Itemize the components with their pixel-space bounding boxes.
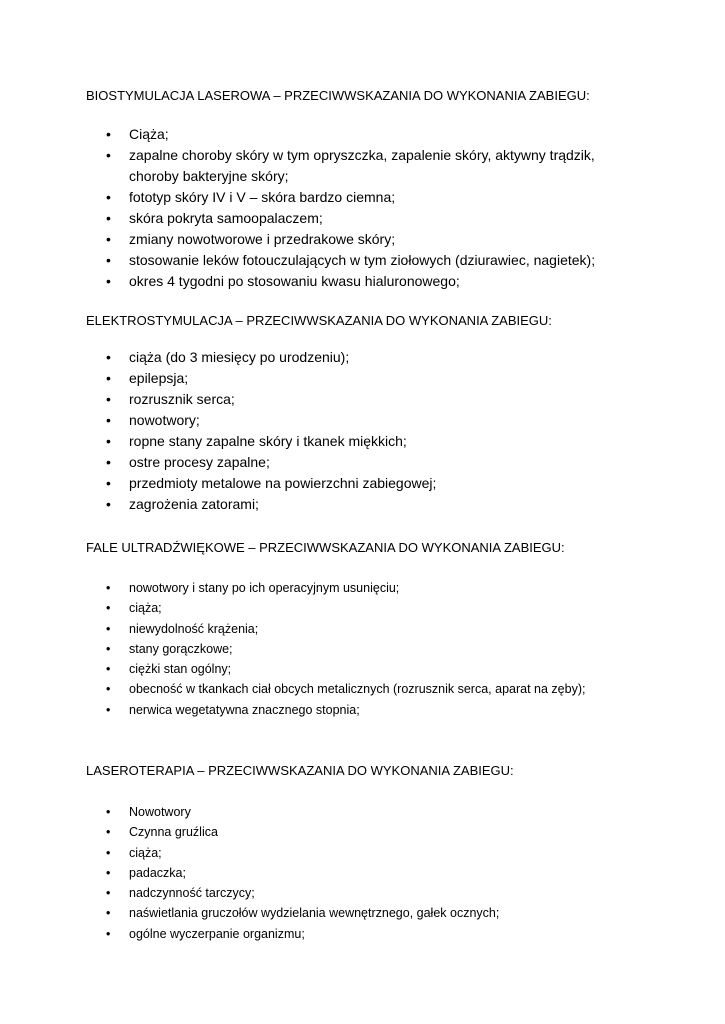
- list-item: • ropne stany zapalne skóry i tkanek miękkich;: [106, 431, 666, 452]
- section-title-elektrostymulacja: ELEKTROSTYMULACJA – PRZECIWWSKAZANIA DO WYKONANIA ZABIEGU:: [86, 313, 552, 328]
- list-item: • niewydolność krążenia;: [106, 619, 666, 639]
- list-item: • padaczka;: [106, 863, 666, 883]
- list-item: • nowotwory i stany po ich operacyjnym usunięciu;: [106, 578, 666, 598]
- bullet-icon: •: [106, 702, 111, 717]
- list-item: • Czynna gruźlica: [106, 822, 666, 842]
- list-item: • Nowotwory: [106, 802, 666, 822]
- bullet-icon: •: [106, 475, 111, 491]
- bullet-icon: •: [106, 147, 111, 163]
- list-item: • Ciąża;: [106, 124, 666, 145]
- list-fale-ultradzwiekowe: [106, 578, 666, 720]
- list-item: • nadczynność tarczycy;: [106, 883, 666, 903]
- bullet-icon: •: [106, 189, 111, 205]
- bullet-icon: •: [106, 865, 111, 880]
- list-item: • ciąża;: [106, 843, 666, 863]
- list-item: • zmiany nowotworowe i przedrakowe skóry;: [106, 229, 666, 250]
- bullet-icon: •: [106, 886, 111, 901]
- list-item: • ostre procesy zapalne;: [106, 452, 666, 473]
- list-item: • ciężki stan ogólny;: [106, 659, 666, 679]
- bullet-icon: •: [106, 825, 111, 840]
- list-item: • naświetlania gruczołów wydzielania wewnętrznego, gałek ocznych;: [106, 903, 666, 923]
- list-biostymulacja: [106, 124, 666, 292]
- bullet-icon: •: [106, 805, 111, 819]
- list-item: • ogólne wyczerpanie organizmu;: [106, 924, 666, 944]
- list-item: • zapalne choroby skóry w tym opryszczka, zapalenie skóry, aktywny trądzik, choroby bakteryjne skóry;: [106, 147, 595, 184]
- list-item: • nerwica wegetatywna znacznego stopnia;: [106, 700, 666, 720]
- list-item: • zagrożenia zatorami;: [106, 494, 666, 515]
- bullet-icon: •: [106, 621, 111, 636]
- list-item: • ciąża (do 3 miesięcy po urodzeniu);: [106, 347, 666, 368]
- list-item: • okres 4 tygodni po stosowaniu kwasu hialuronowego;: [106, 271, 666, 292]
- bullet-icon: •: [106, 391, 111, 407]
- bullet-icon: •: [106, 433, 111, 449]
- section-title-fale-ultradzwiekowe: FALE ULTRADŹWIĘKOWE – PRZECIWWSKAZANIA DO WYKONANIA ZABIEGU:: [86, 540, 565, 555]
- bullet-icon: •: [106, 370, 111, 386]
- bullet-icon: •: [106, 496, 111, 512]
- list-item: • nowotwory;: [106, 410, 666, 431]
- bullet-icon: •: [106, 662, 111, 677]
- list-item: • fototyp skóry IV i V – skóra bardzo ciemna;: [106, 187, 666, 208]
- bullet-icon: •: [106, 349, 111, 365]
- bullet-icon: •: [106, 682, 111, 697]
- bullet-icon: •: [106, 601, 111, 616]
- list-item: • epilepsja;: [106, 368, 666, 389]
- bullet-icon: •: [106, 126, 111, 142]
- list-item: • stany gorączkowe;: [106, 639, 666, 659]
- list-item: • rozrusznik serca;: [106, 389, 666, 410]
- bullet-icon: •: [106, 252, 111, 268]
- list-item: • skóra pokryta samoopalaczem;: [106, 208, 666, 229]
- bullet-icon: •: [106, 273, 111, 289]
- list-elektrostymulacja: [106, 347, 666, 515]
- bullet-icon: •: [106, 581, 111, 595]
- bullet-icon: •: [106, 906, 111, 921]
- bullet-icon: •: [106, 412, 111, 428]
- list-item: • ciąża;: [106, 598, 666, 618]
- section-title-laseroterapia: LASEROTERAPIA – PRZECIWWSKAZANIA DO WYKONANIA ZABIEGU:: [86, 763, 514, 778]
- list-item: • stosowanie leków fotouczulających w tym ziołowych (dziurawiec, nagietek);: [106, 250, 666, 271]
- bullet-icon: •: [106, 454, 111, 470]
- list-item: • obecność w tkankach ciał obcych metalicznych (rozrusznik serca, aparat na zęby);: [106, 679, 666, 699]
- bullet-icon: •: [106, 231, 111, 247]
- list-item: • przedmioty metalowe na powierzchni zabiegowej;: [106, 473, 666, 494]
- list-laseroterapia: [106, 802, 666, 944]
- bullet-icon: •: [106, 210, 111, 226]
- bullet-icon: •: [106, 641, 111, 656]
- section-title-biostymulacja: BIOSTYMULACJA LASEROWA – PRZECIWWSKAZANIA DO WYKONANIA ZABIEGU:: [86, 88, 590, 103]
- bullet-icon: •: [106, 926, 111, 941]
- bullet-icon: •: [106, 845, 111, 860]
